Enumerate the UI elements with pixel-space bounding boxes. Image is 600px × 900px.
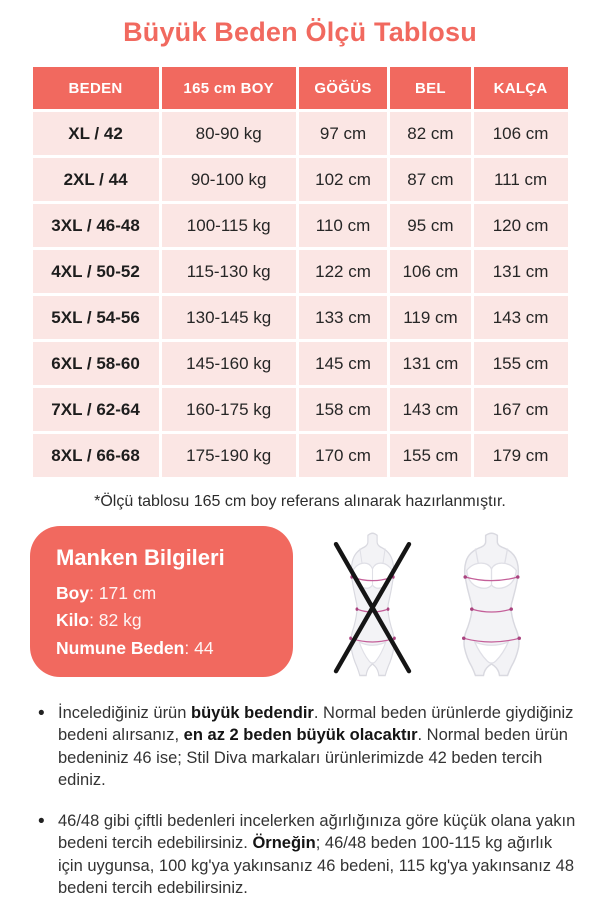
value-cell: 145 cm	[297, 341, 388, 387]
value-cell: 87 cm	[389, 157, 472, 203]
table-row	[31, 249, 569, 295]
value-cell: 158 cm	[297, 387, 388, 433]
model-info-fields	[56, 580, 269, 662]
value-cell: 120 cm	[472, 203, 569, 249]
value-cell: 106 cm	[472, 111, 569, 157]
page-title: Büyük Beden Ölçü Tablosu	[123, 17, 477, 47]
value-cell: 170 cm	[297, 433, 388, 479]
table-row	[31, 341, 569, 387]
value-cell: 145-160 kg	[160, 341, 297, 387]
size-cell: 5XL / 54-56	[31, 295, 160, 341]
table-row	[31, 157, 569, 203]
column-header: KALÇA	[472, 66, 569, 111]
value-cell: 131 cm	[472, 249, 569, 295]
value-cell: 82 cm	[389, 111, 472, 157]
model-info-section	[30, 526, 570, 677]
size-table-header-row	[31, 66, 569, 111]
value-cell: 111 cm	[472, 157, 569, 203]
model-info-field: Numune Beden: 44	[56, 637, 214, 658]
body-figures	[293, 526, 570, 677]
value-cell: 97 cm	[297, 111, 388, 157]
value-cell: 122 cm	[297, 249, 388, 295]
value-cell: 115-130 kg	[160, 249, 297, 295]
column-header: 165 cm BOY	[160, 66, 297, 111]
model-info-card	[30, 526, 293, 677]
note-item: • İncelediğiniz ürün büyük bedendir. Normal beden ürünlerde giydiğiniz bedeni alırsanız, en az 2 beden büyük olacaktır. Normal beden ürün bedeniniz 46 ise; Stil Diva markaları ürünlerimizde 42 beden tercih ediniz.	[37, 702, 576, 792]
table-row	[31, 295, 569, 341]
size-table-body	[31, 111, 569, 479]
value-cell: 155 cm	[389, 433, 472, 479]
value-cell: 175-190 kg	[160, 433, 297, 479]
slim-body-crossed-out-icon	[328, 531, 417, 677]
plus-size-body-icon	[447, 531, 536, 677]
value-cell: 130-145 kg	[160, 295, 297, 341]
value-cell: 100-115 kg	[160, 203, 297, 249]
value-cell: 90-100 kg	[160, 157, 297, 203]
model-info-field: Boy: 171 cm	[56, 583, 157, 603]
size-cell: XL / 42	[31, 111, 160, 157]
size-cell: 4XL / 50-52	[31, 249, 160, 295]
table-row	[31, 433, 569, 479]
value-cell: 80-90 kg	[160, 111, 297, 157]
value-cell: 155 cm	[472, 341, 569, 387]
value-cell: 102 cm	[297, 157, 388, 203]
table-row	[31, 203, 569, 249]
column-header: BEDEN	[31, 66, 160, 111]
value-cell: 167 cm	[472, 387, 569, 433]
size-cell: 8XL / 66-68	[31, 433, 160, 479]
value-cell: 119 cm	[389, 295, 472, 341]
column-header: BEL	[389, 66, 472, 111]
size-cell: 6XL / 58-60	[31, 341, 160, 387]
value-cell: 131 cm	[389, 341, 472, 387]
column-header: GÖĞÜS	[297, 66, 388, 111]
size-cell: 7XL / 62-64	[31, 387, 160, 433]
value-cell: 160-175 kg	[160, 387, 297, 433]
size-table	[30, 64, 571, 480]
notes-list	[37, 702, 576, 900]
size-cell: 3XL / 46-48	[31, 203, 160, 249]
table-row	[31, 111, 569, 157]
value-cell: 110 cm	[297, 203, 388, 249]
model-info-field: Kilo: 82 kg	[56, 610, 142, 631]
value-cell: 143 cm	[389, 387, 472, 433]
note-item: • 46/48 gibi çiftli bedenleri incelerken ağırlığınıza göre küçük olana yakın bedeni tercih edebilirsiniz. Örneğin; 46/48 beden 100-115 kg ağırlık için uygunsa, 100 kg'ya yakınsanız 46 bedeni, 115 kg'ya yakınsanız 48 bedeni tercih edebilirsiniz.	[37, 810, 576, 900]
table-row	[31, 387, 569, 433]
size-cell: 2XL / 44	[31, 157, 160, 203]
value-cell: 106 cm	[389, 249, 472, 295]
model-info-title: Manken Bilgileri	[56, 545, 225, 570]
value-cell: 133 cm	[297, 295, 388, 341]
value-cell: 95 cm	[389, 203, 472, 249]
value-cell: 179 cm	[472, 433, 569, 479]
table-footnote: *Ölçü tablosu 165 cm boy referans alınarak hazırlanmıştır.	[94, 493, 506, 510]
value-cell: 143 cm	[472, 295, 569, 341]
